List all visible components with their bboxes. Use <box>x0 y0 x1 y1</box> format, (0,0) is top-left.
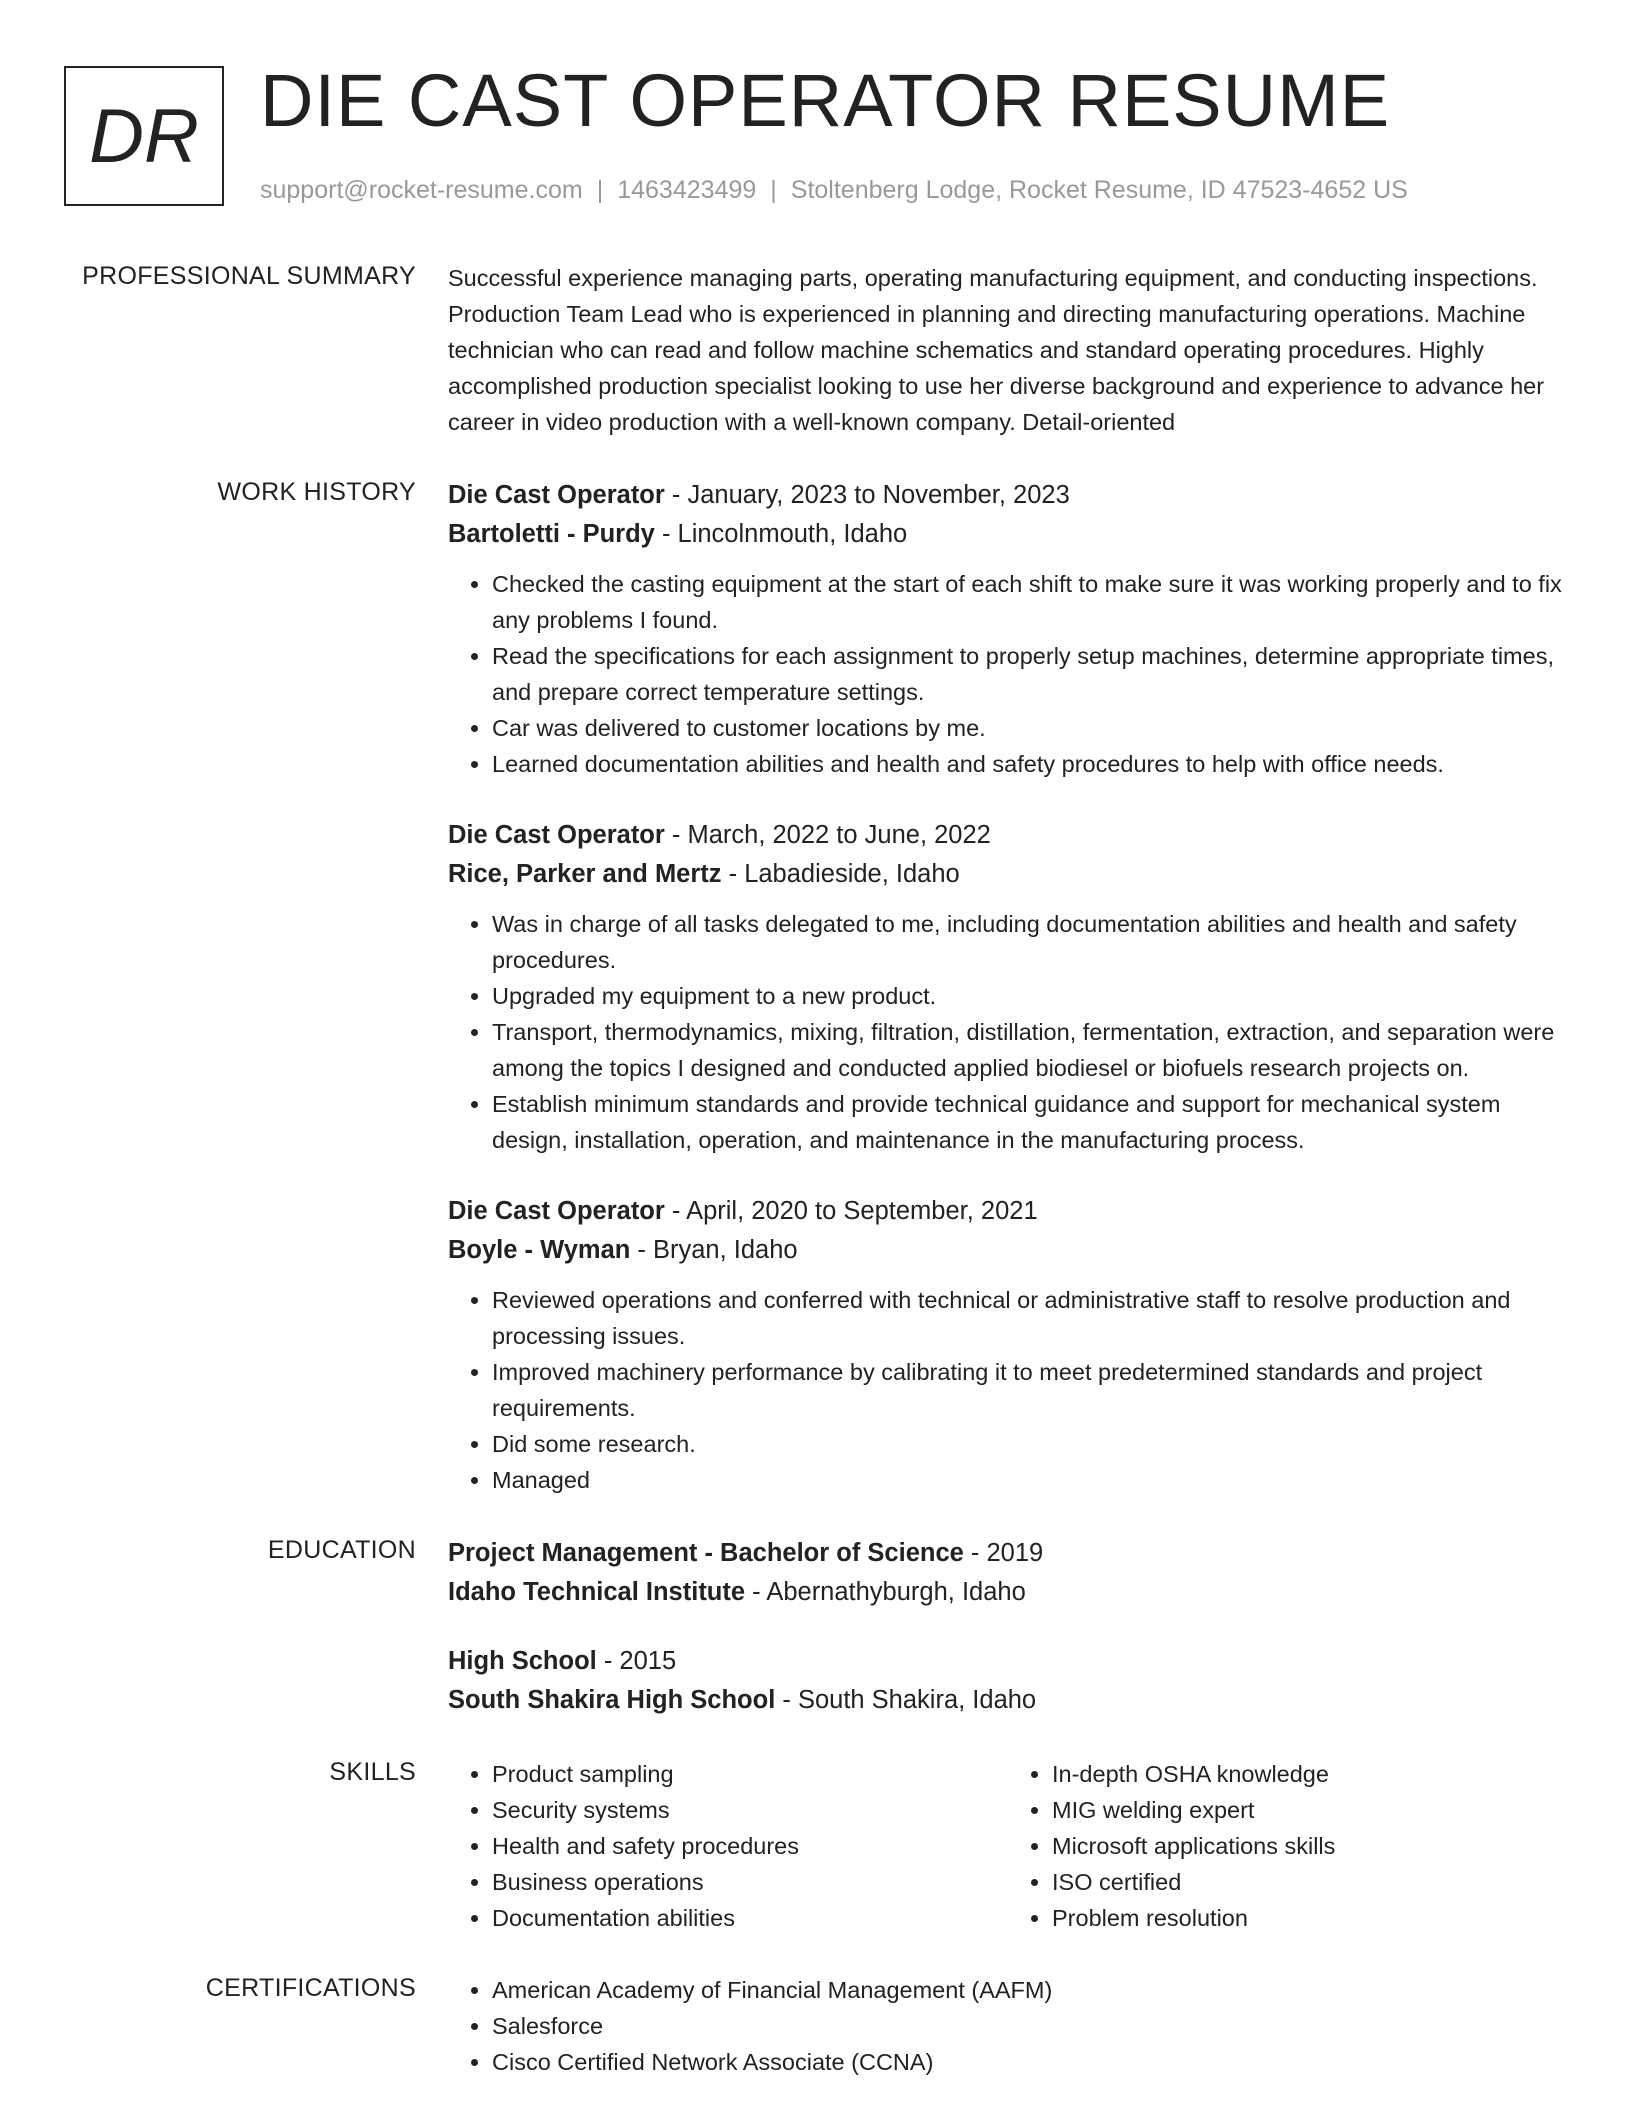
section-skills <box>0 1756 1632 1936</box>
job-title-line <box>448 476 1568 515</box>
job-bullet: • Upgraded my equipment to a new product. <box>492 978 1568 1014</box>
job-title: Die Cast Operator <box>448 1197 665 1225</box>
education-school-line <box>448 1573 1568 1612</box>
section-education <box>0 1534 1632 1720</box>
job-dates: - April, 2020 to September, 2021 <box>664 1197 1038 1225</box>
skill-item: • Microsoft applications skills <box>1052 1828 1568 1864</box>
contact-separator: | <box>596 176 604 204</box>
job-dates: - January, 2023 to November, 2023 <box>664 481 1070 509</box>
job-bullet: • Learned documentation abilities and health and safety procedures to help with office needs. <box>492 746 1568 782</box>
section-label: SKILLS <box>329 1758 416 1786</box>
section-work-history <box>0 476 1632 1498</box>
job-bullets <box>448 906 1568 1158</box>
skill-item: • Health and safety procedures <box>492 1828 1008 1864</box>
education-degree-line <box>448 1642 1568 1681</box>
job-company: Boyle - Wyman <box>448 1236 631 1264</box>
section-certifications <box>0 1972 1632 2080</box>
job-bullet: • Did some research. <box>492 1426 1568 1462</box>
skills-body <box>448 1756 1568 1936</box>
job-bullets <box>448 566 1568 782</box>
job-title: Die Cast Operator <box>448 821 665 849</box>
section-label: WORK HISTORY <box>217 478 416 506</box>
education-degree: Project Management - Bachelor of Science <box>448 1539 964 1567</box>
monogram-initials: DR <box>89 93 199 179</box>
skill-item: • Security systems <box>492 1792 1008 1828</box>
contact-line <box>260 176 1408 205</box>
section-summary <box>0 260 1632 440</box>
job-bullet: • Read the specifications for each assignment to properly setup machines, determine appropriate times, and prepare correct temperature settings. <box>492 638 1568 710</box>
skill-item: • ISO certified <box>1052 1864 1568 1900</box>
resume-sections <box>0 260 1632 2116</box>
job-bullets <box>448 1282 1568 1498</box>
section-label: EDUCATION <box>267 1536 416 1564</box>
certifications-body <box>448 1972 1568 2080</box>
education-entry <box>448 1642 1568 1720</box>
contact-phone: 1463423499 <box>617 176 757 204</box>
job-entry <box>448 1192 1568 1498</box>
job-title: Die Cast Operator <box>448 481 665 509</box>
education-year: - 2015 <box>596 1647 677 1675</box>
education-year: - 2019 <box>963 1539 1044 1567</box>
job-location: - Lincolnmouth, Idaho <box>654 520 908 548</box>
certification-item: • Salesforce <box>492 2008 1568 2044</box>
job-bullet: • Transport, thermodynamics, mixing, filtration, distillation, fermentation, extraction, and separation were among the topics I designed and conducted applied biodiesel or biofuels research projects on. <box>492 1014 1568 1086</box>
job-bullet: • Establish minimum standards and provide technical guidance and support for mechanical system design, installation, operation, and maintenance in the manufacturing process. <box>492 1086 1568 1158</box>
education-school: South Shakira High School <box>448 1686 776 1714</box>
summary-body <box>448 260 1568 440</box>
resume-title: DIE CAST OPERATOR RESUME <box>260 59 1391 142</box>
education-entry <box>448 1534 1568 1612</box>
skill-item: • Problem resolution <box>1052 1900 1568 1936</box>
skill-item: • MIG welding expert <box>1052 1792 1568 1828</box>
skill-item: • In-depth OSHA knowledge <box>1052 1756 1568 1792</box>
contact-address: Stoltenberg Lodge, Rocket Resume, ID 47523-4652 US <box>790 176 1408 204</box>
summary-text: Successful experience managing parts, operating manufacturing equipment, and conducting inspections. Production Team Lead who is experienced in planning and directing manufacturing operations. Machine technician who can read and follow machine schematics and standard operating procedures. Highly accomplished production specialist looking to use her diverse background and experience to advance her career in video production with a well-known company. Detail-oriented <box>448 265 1545 435</box>
job-bullet: • Was in charge of all tasks delegated to me, including documentation abilities and health and safety procedures. <box>492 906 1568 978</box>
section-label: PROFESSIONAL SUMMARY <box>82 262 416 290</box>
job-bullet: • Improved machinery performance by calibrating it to meet predetermined standards and project requirements. <box>492 1354 1568 1426</box>
contact-email: support@rocket-resume.com <box>260 176 583 204</box>
job-entry <box>448 816 1568 1158</box>
skill-item: • Business operations <box>492 1864 1008 1900</box>
job-title-line <box>448 816 1568 855</box>
job-location: - Bryan, Idaho <box>630 1236 798 1264</box>
monogram-box <box>64 66 224 206</box>
certification-item: • American Academy of Financial Management (AAFM) <box>492 1972 1568 2008</box>
education-degree-line <box>448 1534 1568 1573</box>
education-school-line <box>448 1681 1568 1720</box>
job-company: Bartoletti - Purdy <box>448 520 655 548</box>
job-company: Rice, Parker and Mertz <box>448 860 722 888</box>
education-location: - South Shakira, Idaho <box>775 1686 1037 1714</box>
skill-item: • Product sampling <box>492 1756 1008 1792</box>
job-bullet: • Checked the casting equipment at the start of each shift to make sure it was working properly and to fix any problems I found. <box>492 566 1568 638</box>
job-company-line <box>448 515 1568 554</box>
section-label: CERTIFICATIONS <box>205 1974 416 2002</box>
certification-item: • Cisco Certified Network Associate (CCNA) <box>492 2044 1568 2080</box>
skills-column-left <box>448 1756 1008 1936</box>
skill-item: • Documentation abilities <box>492 1900 1008 1936</box>
job-bullet: • Car was delivered to customer locations by me. <box>492 710 1568 746</box>
contact-separator: | <box>770 176 777 204</box>
job-location: - Labadieside, Idaho <box>721 860 960 888</box>
job-entry <box>448 476 1568 782</box>
education-body <box>448 1534 1568 1720</box>
job-bullet: • Managed <box>492 1462 1568 1498</box>
education-degree: High School <box>448 1647 597 1675</box>
skills-column-right <box>1008 1756 1568 1936</box>
job-company-line <box>448 855 1568 894</box>
education-location: - Abernathyburgh, Idaho <box>745 1578 1026 1606</box>
job-title-line <box>448 1192 1568 1231</box>
job-dates: - March, 2022 to June, 2022 <box>664 821 991 849</box>
certification-list <box>448 1972 1568 2080</box>
work-body <box>448 476 1568 1498</box>
job-bullet: • Reviewed operations and conferred with technical or administrative staff to resolve production and processing issues. <box>492 1282 1568 1354</box>
education-school: Idaho Technical Institute <box>448 1578 746 1606</box>
job-company-line <box>448 1231 1568 1270</box>
